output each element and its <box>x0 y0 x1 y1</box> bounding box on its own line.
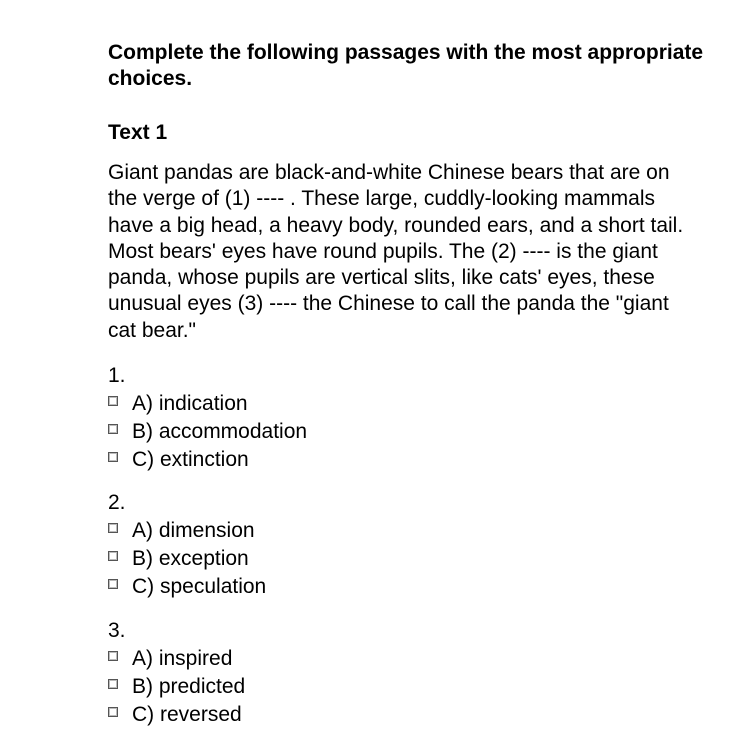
checkbox-icon[interactable] <box>108 523 118 533</box>
instruction-heading: Complete the following passages with the most appropriate choices. <box>108 41 704 90</box>
question-number: 1. <box>108 364 126 387</box>
option-3a[interactable] <box>108 646 508 674</box>
question-2 <box>108 490 508 601</box>
option-1b[interactable] <box>108 419 508 447</box>
option-label: A) dimension <box>132 519 255 542</box>
option-label: A) inspired <box>132 647 233 670</box>
section-title: Text 1 <box>108 121 168 144</box>
checkbox-icon[interactable] <box>108 396 118 406</box>
option-label: B) accommodation <box>132 419 308 443</box>
passage-text: Giant pandas are black-and-white Chinese bears that are on the verge of (1) ---- . These large, cuddly-looking mammals have a big head, a heavy body, rounded ears, and a short tail. Most bears' eyes have round pupils. The (2) ---- is the giant panda, whose pupils are vertical slits, like cats' eyes, these unusual eyes (3) ---- the Chinese to call the panda the "giant cat bear." <box>108 161 684 342</box>
checkbox-icon[interactable] <box>108 579 118 589</box>
option-3b[interactable] <box>108 674 508 702</box>
checkbox-icon[interactable] <box>108 707 118 717</box>
question-3 <box>108 618 508 729</box>
option-1a[interactable] <box>108 391 508 419</box>
option-2a[interactable] <box>108 518 508 546</box>
option-2b[interactable] <box>108 546 508 574</box>
question-1 <box>108 363 508 474</box>
checkbox-icon[interactable] <box>108 452 118 462</box>
checkbox-icon[interactable] <box>108 679 118 689</box>
option-label: B) predicted <box>132 674 246 698</box>
option-label: A) indication <box>132 392 248 415</box>
option-label: C) reversed <box>132 702 242 726</box>
option-3c[interactable] <box>108 702 508 730</box>
checkbox-icon[interactable] <box>108 424 118 434</box>
checkbox-icon[interactable] <box>108 651 118 661</box>
option-label: B) exception <box>132 546 249 570</box>
checkbox-icon[interactable] <box>108 551 118 561</box>
option-1c[interactable] <box>108 447 508 475</box>
option-2c[interactable] <box>108 574 508 602</box>
question-number: 3. <box>108 619 126 642</box>
option-label: C) extinction <box>132 447 249 471</box>
option-label: C) speculation <box>132 574 267 598</box>
question-number: 2. <box>108 491 126 514</box>
